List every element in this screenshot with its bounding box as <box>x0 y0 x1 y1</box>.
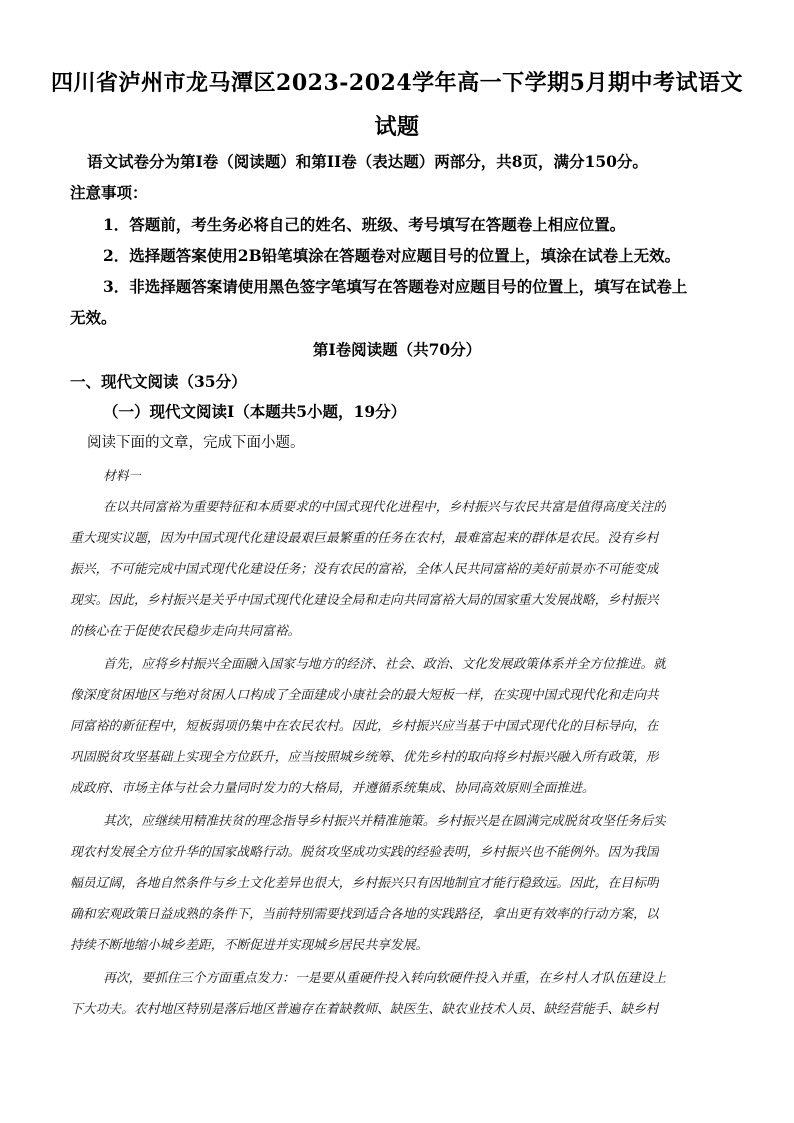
part-1-heading: 第I卷阅读题（共70分） <box>312 340 482 359</box>
paragraph-1-line: 的核心在于促使农民稳步走向共同富裕。 <box>70 624 301 639</box>
paragraph-4-line: 再次，要抓住三个方面重点发力：一是要从重硬件投入转向软硬件投入并重，在乡村人才队伍建设上 <box>103 971 667 986</box>
paragraph-1-line: 重大现实议题，因为中国式现代化建设最艰巨最繁重的任务在农村，最难富起来的群体是农民。没有乡村 <box>70 531 659 546</box>
paragraph-2-line: 首先，应将乡村振兴全面融入国家与地方的经济、社会、政治、文化发展政策体系并全方位推进。就 <box>103 657 667 672</box>
document-title-line-1: 四川省泸州市龙马潭区2023-2024学年高一下学期5月期中考试语文 <box>51 70 743 96</box>
paragraph-3-line: 持续不断地缩小城乡差距，不断促进并实现城乡居民共享发展。 <box>70 938 429 953</box>
paragraph-1-line: 现实。因此，乡村振兴是关乎中国式现代化建设全局和走向共同富裕大局的国家重大发展战略，乡村振兴 <box>70 593 659 608</box>
reading-instruction: 阅读下面的文章，完成下面小题。 <box>87 435 305 451</box>
paragraph-2-line: 巩固脱贫攻坚基础上实现全方位跃升，应当按照城乡统筹、优先乡村的取向将乡村振兴融入所有政策，形 <box>70 750 659 765</box>
paragraph-1-line: 在以共同富裕为重要特征和本质要求的中国式现代化进程中，乡村振兴与农民共富是值得高度关注的 <box>103 500 667 515</box>
section-1-heading: 一、现代文阅读（35分） <box>70 372 247 391</box>
notice-item-3-line-2: 无效。 <box>70 308 117 327</box>
notice-heading: 注意事项： <box>70 183 148 202</box>
paragraph-4-line: 下大功夫。农村地区特别是落后地区普遍存在着缺教师、缺医生、缺农业技术人员、缺经营能手、缺乡村 <box>70 1002 659 1017</box>
material-label: 材料一 <box>103 469 142 484</box>
paragraph-2-line: 像深度贫困地区与绝对贫困人口构成了全面建成小康社会的最大短板一样，在实现中国式现代化和走向共 <box>70 688 659 703</box>
paragraph-1-line: 振兴，不可能完成中国式现代化建设任务；没有农民的富裕，全体人民共同富裕的美好前景亦不可能变成 <box>70 562 659 577</box>
paragraph-3-line: 确和宏观政策日益成熟的条件下，当前特别需要找到适合各地的实践路径，拿出更有效率的行动方案，以 <box>70 907 659 922</box>
notice-item-3-line-1: 3．非选择题答案请使用黑色签字笔填写在答题卷对应题目号的位置上，填写在试卷上 <box>103 277 688 296</box>
paragraph-3-line: 现农村发展全方位升华的国家战略行动。脱贫攻坚成功实践的经验表明，乡村振兴也不能例外。因为我国 <box>70 845 659 860</box>
document-title-line-2: 试题 <box>374 114 420 140</box>
notice-item-1: 1．答题前，考生务必将自己的姓名、班级、考号填写在答题卷上相应位置。 <box>103 215 626 234</box>
paragraph-2-line: 成政府、市场主体与社会力量同时发力的大格局，并遵循系统集成、协同高效原则全面推进。 <box>70 781 595 796</box>
paragraph-3-line: 幅员辽阔，各地自然条件与乡土文化差异也很大，乡村振兴只有因地制宜才能行稳致远。因此，在目标明 <box>70 876 659 891</box>
notice-item-2: 2．选择题答案使用2B铅笔填涂在答题卷对应题目号的位置上，填涂在试卷上无效。 <box>103 246 681 265</box>
paragraph-2-line: 同富裕的新征程中，短板弱项仍集中在农民农村。因此，乡村振兴应当基于中国式现代化的目标导向，在 <box>70 719 659 734</box>
subsection-1-heading: （一）现代文阅读I（本题共5小题，19分） <box>103 402 407 421</box>
paragraph-3-line: 其次，应继续用精准扶贫的理念指导乡村振兴并精准施策。乡村振兴是在圆满完成脱贫攻坚任务后实 <box>103 814 667 829</box>
exam-intro: 语文试卷分为第I卷（阅读题）和第II卷（表达题）两部分，共8页，满分150分。 <box>87 152 648 171</box>
